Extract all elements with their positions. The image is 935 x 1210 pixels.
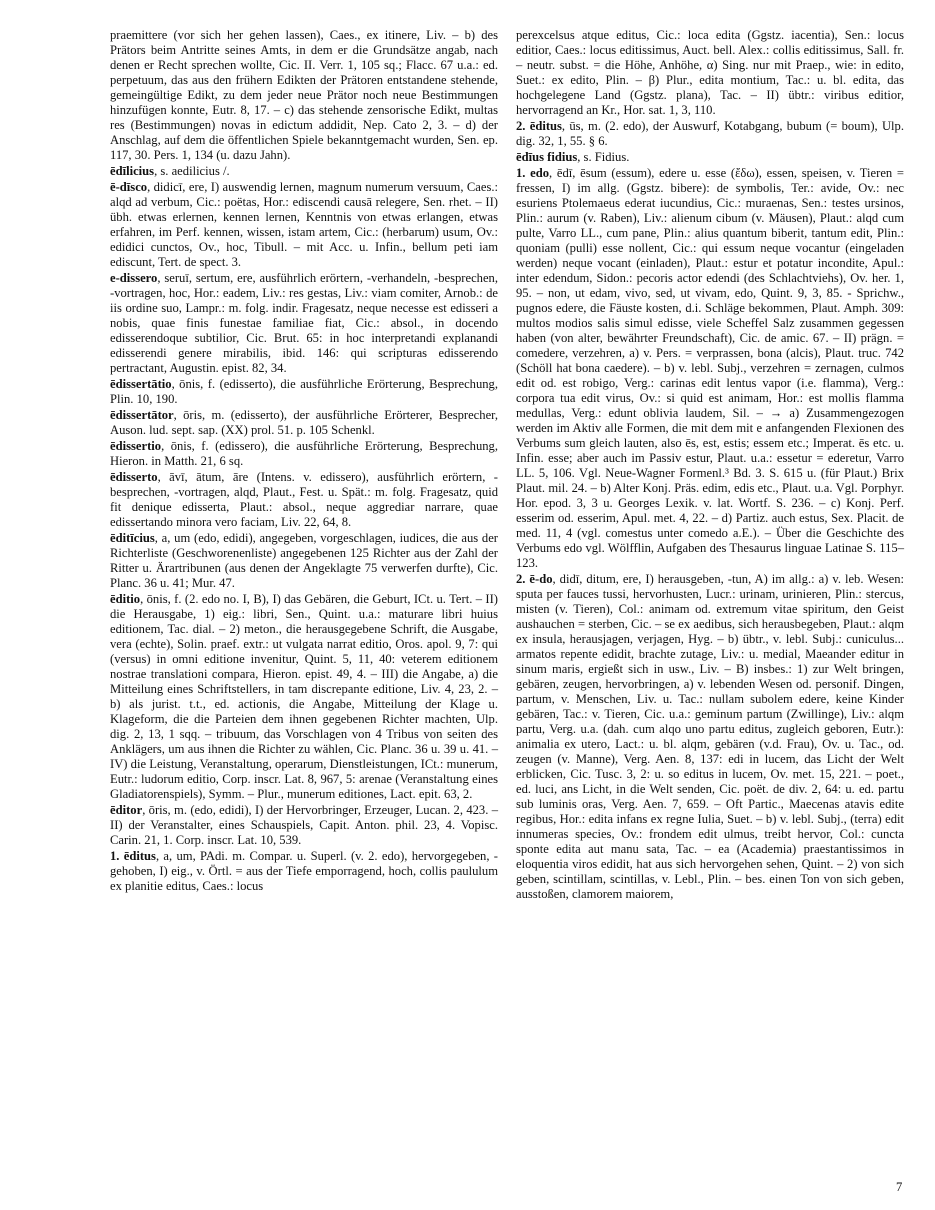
- entry-headword: ēdissertātor: [110, 408, 174, 422]
- dictionary-entry: [110, 28, 498, 163]
- entry-headword: ēditor: [110, 803, 143, 817]
- entry-text: , ōris, m. (edisserto), der ausführliche Erörterer, Besprecher, Auson. lud. sept. sap. (XX) prol. 51. p. 105 Schenkl.: [110, 408, 498, 437]
- left-column: [110, 28, 498, 895]
- dictionary-entry: [110, 439, 498, 469]
- entry-text: , didī, ditum, ere, I) herausgeben, -tun, A) im allg.: a) v. leb. Wesen: sputa per fauces tussi, hervorhusten, Lucr.: urinam, urinieren, Plin.: stercus, misten (v. Tieren), Col.: animam od. extremum vitae spiritum, den Geist aushauchen = sterben, Cic. – se ex aedibus, sich herausbegeben, Plaut.: alqm ex insula, herausjagen, verjagen, Hyg. – b) übtr., v. lebl. Subj.: cuniculus... armatos repente edidit, brachte zutage, Liv.: u. medial, Maeander editur in sinum maris, ergießt sich in usw., Liv. – B) insbes.: 1) zur Welt bringen, gebären, zeugen, hervorbringen, a) v. lebenden Wesen od. personif. Dingen, partum, v. Menschen, Liv. u. Tac.: nullam subolem edere, keine Kinder gebären, Tac.: v. Tieren, Cic. u.a.: geminum partum (Zwillinge), Liv.: alqm partu, Verg. u.a. (dah. cum alqo uno partu editus, zugleich geboren, Eutr.): animalia ex utero, Lact.: u. bl. alqm, gebären (v.d. Frau), Ov. u. Tac., od. zeugen (v. Manne), Verg. Aen. 8, 137: edi in lucem, das Licht der Welt erblicken, Cic. Tusc. 3, 2: u. so editus in lucem, Ov. met. 15, 221. – poet., ed. luci, ans Licht, in die Welt senden, Cic. poët. de div. 2, 64: u. ed. partu sub luminis oras, Verg. Aen. 7, 659. – Oft Partic., Maecenas atavis edite regibus, Hor.: edita infans ex regne Iulia, Suet. – b) v. lebl. Subj., (terra) edit innumeras species, Ov.: frondem edit ulmus, treibt hervor, Col.: cuncta sponte edita aut manu sata, Tac. – ea (Academia) praestantissimos in eloquentia viros edidit, hat aus sich hervorgehen sehen, Quint. – 2) von sich geben, scintillam, scintillas, v. Lebl., Plin. – bes. einen Ton von sich geben, ausstoßen, clamorem maiorem,: [516, 572, 904, 901]
- entry-headword: ēdisserto: [110, 470, 158, 484]
- entry-text: perexcelsus atque editus, Cic.: loca edita (Ggstz. iacentia), Sen.: locus editior, Caes.: locus editissimus, Auct. bell. Alex.: collis editissimus, Sall. fr. – neutr. subst. = die Höhe, Anhöhe, α) Sing. nur mit Praep., wie: in edito, Suet.: ex edito, Plin. – β) Plur., edita montium, Tac.: u. bl. edita, das hochgelegene Land (Ggstz. plana), Tac. – II) übtr.: viribus editior, hervorragend an Kr., Hor. sat. 1, 3, 110.: [516, 28, 904, 117]
- dictionary-entry: [110, 180, 498, 270]
- entry-text: , ōnis, f. (edissero), die ausführliche Erörterung, Besprechung, Hieron. in Matth. 21, 6 sq.: [110, 439, 498, 468]
- entry-text: , ōnis, f. (edisserto), die ausführliche Erörterung, Besprechung, Plin. 10, 190.: [110, 377, 498, 406]
- right-column: [516, 28, 904, 903]
- dictionary-entry: [110, 377, 498, 407]
- dictionary-entry: [110, 271, 498, 376]
- page-number: 7: [896, 1180, 903, 1194]
- entry-text: , a, um, PAdi. m. Compar. u. Superl. (v. 2. edo), hervorgegeben, -gehoben, I) eig., v. Örtl. = aus der Tiefe emporragend, hoch, collis paululum ex planitie editus, Caes.: locus: [110, 849, 498, 893]
- entry-text: , āvī, ātum, āre (Intens. v. edissero), ausführlich erörtern, -besprechen, -vortragen, alqd, Plaut., Fest. u. Spät.: m. folg. Fragesatz, quid fit denique edisserta, Plaut.: absol., neque aggrediar narrare, quae edissertando minora vero faciam, Liv. 22, 64, 8.: [110, 470, 498, 529]
- dictionary-entry: [110, 408, 498, 438]
- dictionary-entry: [516, 166, 904, 571]
- entry-text: , s. aedilicius /.: [154, 164, 230, 178]
- entry-text: , ōris, m. (edo, edidi), I) der Hervorbringer, Erzeuger, Lucan. 2, 423. – II) der Veranstalter, eines Schauspiels, Capit. Anton. phil. 23, 4. Vopisc. Carin. 21, 1. Corp. inscr. Lat. 10, 539.: [110, 803, 498, 847]
- dictionary-entry: [516, 572, 904, 902]
- entry-headword: ēditio: [110, 592, 141, 606]
- dictionary-entry: [110, 849, 498, 894]
- entry-headword: 1. ēditus: [110, 849, 156, 863]
- entry-headword: 1. edo: [516, 166, 550, 180]
- entry-headword: ēdīus fidius: [516, 150, 578, 164]
- dictionary-entry: [516, 119, 904, 149]
- entry-headword: ēdissertātio: [110, 377, 172, 391]
- dictionary-entry: [516, 28, 904, 118]
- entry-text: , a, um (edo, edidi), angegeben, vorgeschlagen, iudices, die aus der Richterliste (Geschworenenliste) angegebenen 125 Richter aus der Zahl der Ritter u. Ärartribunen (aus denen der Angeklagte 75 verwerfen durfte), Cic. Planc. 36 u. 41; Mur. 47.: [110, 531, 498, 590]
- dictionary-entry: [110, 470, 498, 530]
- entry-text: , ōnis, f. (2. edo no. I, B), I) das Gebären, die Geburt, ICt. u. Tert. – II) die Herausgabe, 1) eig.: libri, Sen., Quint. u.a.: maturare libri huius editionem, Tac. dial. – 2) meton., die herausgegebene Schrift, die Ausgabe, vera (echte), Solin. praef. extr.: ut vulgata narrat editio, Oros. apol. 9, 7: qui (versus) in omni editione invenitur, Quint. 5, 11, 40: veterem editionem nostrae translationi compara, Hieron. epist. 49, 4. – III) die Angabe, a) die Mitteilung eines Schriftstellers, in tam discrepante editione, Liv. 4, 23, 2. – b) als jurist. t.t., ed. actionis, die Angabe, Mitteilung der Klage u. Klageform, die die Parteien dem ihnen gegebenen Richter machten, Ulp. dig. 2, 13, 1 sqq. – tribuum, das Vorschlagen von 4 Tribus von seiten des Anklägers, um aus ihnen die Richter zu wählen, Cic. Planc. 36 u. 39 u. 41. – IV) die Leistung, Veranstaltung, operarum, Dienstleistungen, ICt.: munerum, Eutr.: ludorum editio, Corp. inscr. Lat. 8, 967, 5: arenae (Veranstaltung eines Gladiatorenspiels), Symm. – Plur., munerum editiones, Lact. epit. 63, 2.: [110, 592, 498, 801]
- entry-headword: ēdīlicius: [110, 164, 155, 178]
- entry-text: , ēdī, ēsum (essum), edere u. esse (ἔδω), essen, speisen, v. Tieren = fressen, I) im allg. (Ggstz. bibere): de symbolis, Ter.: avide, Ov.: nec esuriens Ptolemaeus ederat iucundius, Cic.: muraenas, Sen.: testes ursinos, Plin.: aurum (v. Raben), Liv.: alienum cibum (v. Mäusen), Plaut.: alqd cum pulte, Varro LL., cum pane, Plin.: alius quantum biberit, tantum edit, Plin.: quoniam (pulli) esse nollent, Cic.: qui essum neque vocantur (eingeladen werden) neque vocant (einladen), Plaut.: estur et potatur incondite, Apul.: inter edendum, Sidon.: pecoris actor edendi (des Schlachtviehs), Ov. her. 1, 95. – non, ut edam, vivo, sed, ut vivam, edo, Quint. 9, 3, 85. - Sprichw., pugnos edere, die Fäuste kosten, d.i. Schläge bekommen, Plaut. Amph. 309: multos modios salis simul edisse, viele Scheffel Salz zusammen gegessen haben (von alter, bewährter Freundschaft), Cic. de amic. 67. – II) prägn. = comedere, verzehren, a) v. Pers. = verprassen, bona (alcis), Plaut. truc. 742 (Schöll hat bona caedere). – b) v. lebl. Subj., verzehren = zernagen, culmos edit od. est robigo, Verg.: carinas edit lentus vapor (i.e. flamma), Verg.: corpora tua edit virus, Ov.: si quid est animam, Hor.: est mollis flamma medullas, Verg.: edunt oblivia laudem, Sil. – → a) Zusammengezogen werden im Aktiv alle Formen, die mit dem mit e anfangenden Flexionen des Verbums sum gleich lauten, also ēs, est, estis; essem etc.; Imperat. ēs etc. u. Infin. esse; aber auch im Passiv estur, Plaut. u.a.: essetur = ederetur, Varro LL. 5, 106. Vgl. Neue-Wagner Formenl.³ Bd. 3. S. 615 u. (für Plaut.) Brix Plaut. mil. 24. – b) Alter Konj. Präs. edim, edis etc., Plaut. u.a. Vgl. Porphyr. Hor. epod. 3, 3 u. Georges Lexik. v. lat. Wortf. S. 236. – c) Konj. Perf. esserim od. esserim, Apul. met. 4, 22. – d) Partiz. auch estus, Sex. Placit. de med. 11, 4 (vgl. comestus unter comedo a.E.). – Über die Geschichte des Verbums edo vgl. Wölfflin, Aufgaben des Thesaurus linguae Latinae S. 115–123.: [516, 166, 905, 570]
- entry-headword: 2. ē-do: [516, 572, 553, 586]
- entry-text: , ūs, m. (2. edo), der Auswurf, Kotabgang, bubum (= boum), Ulp. dig. 32, 1, 55. § 6.: [516, 119, 904, 148]
- entry-headword: 2. ēditus: [516, 119, 562, 133]
- entry-text: , s. Fidius.: [577, 150, 630, 164]
- entry-text: praemittere (vor sich her gehen lassen), Caes., ex itinere, Liv. – b) des Prätors beim Antritte seines Amts, in dem er die Grundsätze angab, nach denen er Recht sprechen wollte, Cic. II. Verr. 1, 105 sq.; Flacc. 67 u.a.: ed. perpetuum, das aus den frühern Edikten der Prätoren entstandene stehende, gemeingültige Edikt, zu dem jeder neue Prätor noch neue Bestimmungen hinzufügen konnte, Eutr. 8, 17. – c) das stehende zensorische Edikt, multas res (Bestimmungen) novas in edictum addidit, Nep. Cato 2, 3. – d) der Anschlag, auf dem die öffentlichen Spiele bekanntgemacht wurden, Sen. ep. 117, 30. Pers. 1, 134 (u. dazu Jahn).: [110, 28, 498, 162]
- dictionary-entry: [110, 592, 498, 802]
- dictionary-entry: [110, 803, 498, 848]
- entry-headword: ēditīcius: [110, 531, 155, 545]
- entry-headword: ē-dīsco: [110, 180, 148, 194]
- dictionary-entry: [110, 531, 498, 591]
- entry-headword: ēdissertio: [110, 439, 162, 453]
- entry-text: , didicī, ere, I) auswendig lernen, magnum numerum versuum, Caes.: alqd ad verbum, Cic.: poëtas, Hor.: ediscendi causā relegere, Sen. rhet. – II) übh. etwas erlernen, kennen lernen, Kenntnis von etwas erlangen, etwas erfahren, im Perf. kennen, wissen, istam artem, Cic.: (herbarum) usum, Ov.: edidici cunctos, Ov., hoc, Tibull. – mit Acc. u. Infin., bellum peti iam ediscunt, Tert. de spect. 3.: [110, 180, 498, 269]
- entry-headword: e-dissero: [110, 271, 158, 285]
- dictionary-entry: [516, 150, 904, 165]
- entry-text: , seruī, sertum, ere, ausführlich erörtern, -verhandeln, -besprechen, -vortragen, hoc, Hor.: eadem, Liv.: res gestas, Liv.: viam comiter, Arnob.: de iis ordine suo, Lampr.: m. folg. indir. Fragesatz, neque necesse est edisseri a nobis, quae finis funestae familiae fiat, Cic.: absol., in docendo edisserendoque subtilior, Cic. Brut. 65: in hoc interpretandi explanandi edisserendi genere mirabilis, ibid. 146: qui scripturas edisserendo pertractant, Augustin. epist. 82, 34.: [110, 271, 498, 375]
- dictionary-entry: [110, 164, 498, 179]
